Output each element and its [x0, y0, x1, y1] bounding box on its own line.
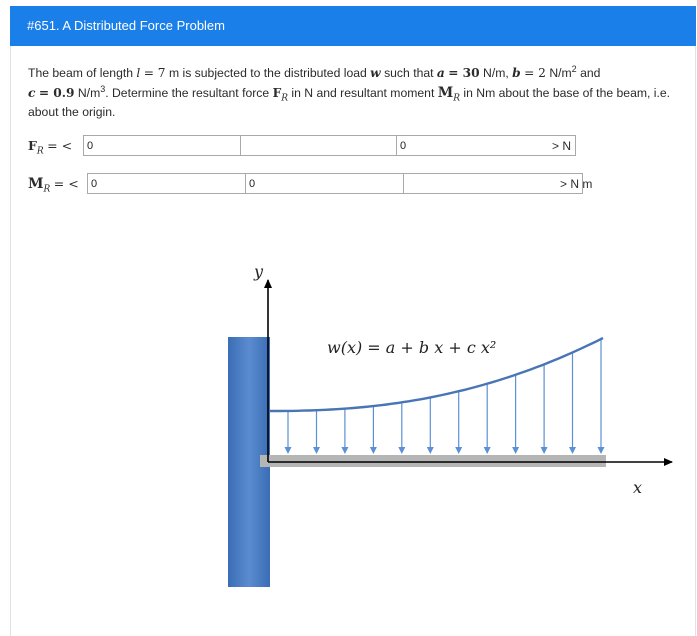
text-segment: in N and resultant moment — [291, 85, 435, 100]
force-subscript: R — [281, 92, 288, 103]
text-segment: . Determine the resultant force — [105, 85, 270, 100]
load-arrow-head — [512, 447, 519, 454]
b-symbol: b — [512, 66, 521, 80]
moment-label-subscript: R — [43, 184, 51, 195]
moment-symbol: M — [437, 84, 454, 101]
length-value: = 7 — [143, 66, 166, 80]
c-unit-exponent: 3 — [100, 83, 106, 94]
c-value: = 0.9 — [38, 85, 75, 100]
force-label-symbol: F — [28, 138, 37, 153]
a-value: = 30 — [448, 66, 480, 80]
c-unit: N/m — [77, 85, 101, 100]
force-label-subscript: R — [36, 146, 44, 157]
problem-header: #651. A Distributed Force Problem — [10, 6, 696, 46]
load-equation: w(x) = a + b x + c x² — [327, 338, 497, 357]
text-segment: in Nm about the base of the beam, i.e. about the origin. — [28, 85, 671, 119]
moment-subscript: R — [453, 92, 460, 103]
text-segment: and — [580, 66, 601, 80]
load-arrow-head — [341, 447, 348, 454]
load-arrow-head — [313, 447, 320, 454]
load-arrow-head — [541, 447, 548, 454]
load-arrow-head — [484, 447, 491, 454]
x-axis-label: x — [633, 478, 643, 497]
load-arrow-head — [598, 447, 605, 454]
text-segment: The beam of length — [28, 66, 134, 80]
load-arrow-head — [569, 447, 576, 454]
b-value: = 2 — [524, 66, 546, 80]
load-arrow-head — [370, 447, 377, 454]
moment-unit: > N m — [560, 177, 593, 191]
b-unit: N/m — [549, 66, 572, 80]
beam — [260, 455, 606, 467]
force-symbol: F — [272, 85, 282, 100]
force-unit: > N — [552, 139, 572, 153]
moment-label-symbol: M — [28, 176, 44, 192]
length-symbol: l — [136, 66, 141, 80]
load-symbol: w — [370, 66, 381, 80]
load-arrow-head — [398, 447, 405, 454]
text-segment: m is subjected to the distributed load — [168, 66, 367, 80]
moment-label-bracket: = < — [53, 176, 79, 191]
b-unit-exponent: 2 — [571, 63, 577, 74]
y-axis-label: y — [254, 262, 264, 281]
force-label-bracket: = < — [47, 138, 73, 153]
a-symbol: a — [436, 66, 445, 80]
load-arrow-head — [427, 447, 434, 454]
text-segment: such that — [384, 66, 434, 80]
load-arrow-head — [285, 447, 292, 454]
a-unit: N/m, — [483, 66, 509, 80]
load-arrow-head — [455, 447, 462, 454]
c-symbol: c — [28, 85, 36, 100]
